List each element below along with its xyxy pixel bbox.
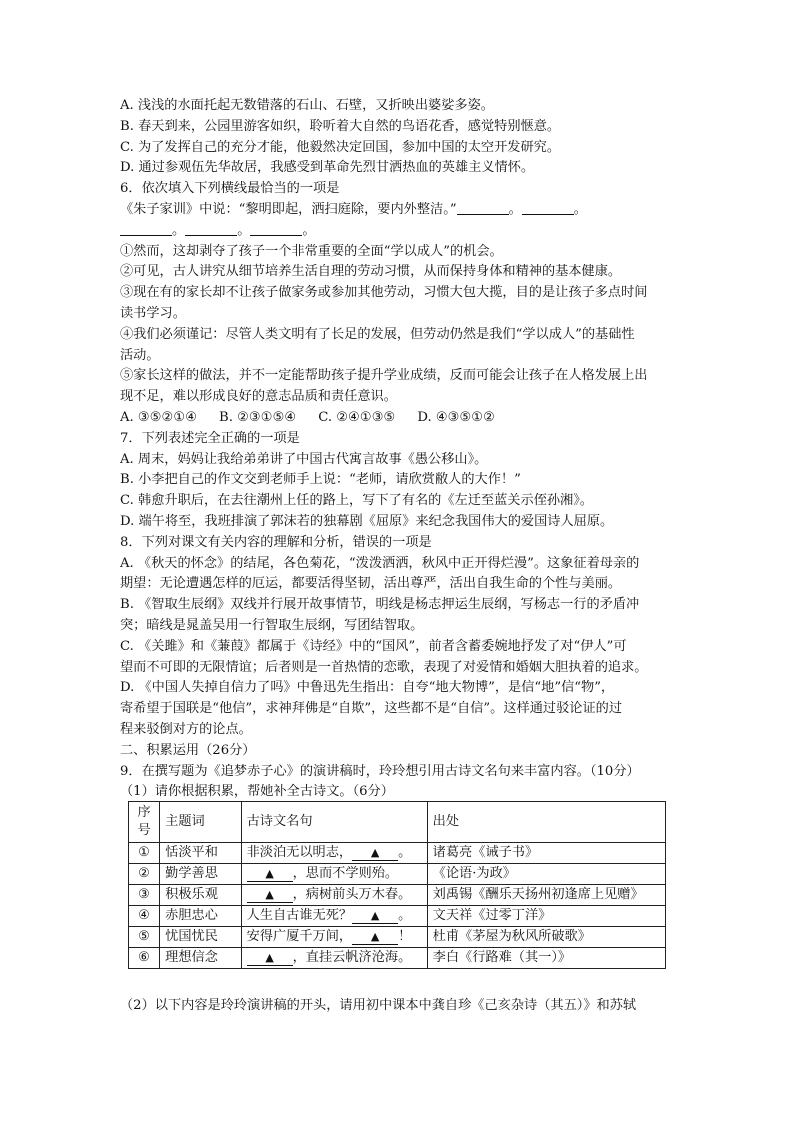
answer-blank bbox=[522, 200, 574, 215]
q6-sentence-2: ②可见，古人讲究从细节培养生活自理的劳动习惯，从而保持身体和精神的基本健康。 bbox=[120, 264, 622, 280]
answer-blank[interactable]: ▲ bbox=[247, 867, 293, 882]
header-cell: 古诗文名句 bbox=[241, 802, 427, 843]
q8-option-b-cont: 突；暗线是晁盖吴用一行智取生辰纲，写团结智取。 bbox=[120, 617, 424, 633]
q6-sentence-5-cont: 现不足，难以形成良好的意志品质和责任意识。 bbox=[120, 389, 397, 405]
header-cell: 主题词 bbox=[160, 802, 241, 843]
row-theme: 恬淡平和 bbox=[160, 843, 241, 864]
q6-sentence-3-cont: 读书学习。 bbox=[120, 305, 186, 321]
q6-sentence-4-cont: 活动。 bbox=[120, 347, 160, 363]
q8-option-c: C. 《关雎》和《蒹葭》都属于《诗经》中的“国风”，前者含蓄委婉地抒发了对“伊人”可 bbox=[120, 638, 627, 654]
q8-option-c-cont: 望而不可即的无限情谊；后者则是一首热情的恋歌，表现了对爱情和婚姻大胆执着的追求。 bbox=[120, 659, 648, 675]
q6-option-b: B. ②③①⑤④ bbox=[219, 409, 297, 425]
row-source: 诸葛亮《诫子书》 bbox=[427, 843, 665, 864]
period: 。 bbox=[302, 222, 316, 238]
q7-option-b: B. 小李把自己的作文交到老师手上说：“老师，请欣赏敝人的大作！” bbox=[120, 472, 521, 488]
row-number: ⑥ bbox=[129, 948, 160, 969]
q9-sub2: （2）以下内容是玲玲演讲稿的开头，请用初中课本中龚自珍《己亥杂诗（其五）》和苏轼 bbox=[120, 998, 637, 1013]
q8-option-d-cont2: 程来驳倒对方的论点。 bbox=[120, 721, 252, 737]
table-row bbox=[129, 927, 666, 948]
row-quote: 安得广厦千万间， ▲ ！ bbox=[241, 927, 427, 948]
answer-blank[interactable]: ▲ bbox=[352, 930, 398, 945]
q6-option-a: A. ③⑤②①④ bbox=[120, 409, 198, 425]
row-number: ④ bbox=[129, 906, 160, 927]
q8-option-d: D. 《中国人失掉自信力了吗》中鲁迅先生指出：自夸“地大物博”，是信“地”信“物”， bbox=[120, 680, 615, 696]
row-theme: 积极乐观 bbox=[160, 885, 241, 906]
q8-option-a-cont: 期望：无论遭遇怎样的厄运，都要活得坚韧，活出尊严，活出自我生命的个性与美丽。 bbox=[120, 576, 622, 592]
table-row bbox=[129, 948, 666, 969]
row-source: 《论语·为政》 bbox=[427, 864, 665, 885]
row-source: 李白《行路难（其一）》 bbox=[427, 948, 665, 969]
q9-stem: 9．在撰写题为《追梦赤子心》的演讲稿时，玲玲想引用古诗文名句来丰富内容。（10分） bbox=[120, 763, 640, 779]
row-source: 刘禹锡《酬乐天扬州初逢席上见赠》 bbox=[427, 885, 665, 906]
q6-sentence-5: ⑤家长这样的做法，并不一定能帮助孩子提升学业成绩，反而可能会让孩子在人格发展上出 bbox=[120, 368, 648, 384]
row-quote: ▲ ，直挂云帆济沧海。 bbox=[241, 948, 427, 969]
period: 。 bbox=[573, 201, 587, 217]
answer-blank bbox=[120, 221, 172, 236]
table-row bbox=[129, 906, 666, 927]
answer-blank[interactable]: ▲ bbox=[352, 909, 398, 924]
q5-option-d: D. 通过参观伍先华故居，我感受到革命先烈甘洒热血的英雄主义情怀。 bbox=[120, 160, 535, 176]
poem-table bbox=[128, 801, 666, 969]
q5-option-c: C. 为了发挥自己的充分才能，他毅然决定回国，参加中国的太空开发研究。 bbox=[120, 139, 561, 155]
table-header-row bbox=[129, 802, 666, 843]
q7-option-a: A. 周末，妈妈让我给弟弟讲了中国古代寓言故事《愚公移山》。 bbox=[120, 451, 488, 467]
row-number: ② bbox=[129, 864, 160, 885]
answer-blank[interactable]: ▲ bbox=[247, 888, 293, 903]
q6-option-d: D. ④③⑤①② bbox=[417, 409, 495, 425]
period: 。 bbox=[237, 222, 251, 238]
q8-option-d-cont: 寄希望于国联是“他信”，求神拜佛是“自欺”，这些都不是“自信”。这样通过驳论证的过 bbox=[120, 701, 623, 717]
q6-intro-line bbox=[120, 200, 680, 221]
row-theme: 勤学善思 bbox=[160, 864, 241, 885]
q6-sentence-4: ④我们必须谨记：尽管人类文明有了长足的发展，但劳动仍然是我们“学以成人”的基础性 bbox=[120, 326, 635, 342]
row-number: ① bbox=[129, 843, 160, 864]
row-source: 杜甫《茅屋为秋风所破歌》 bbox=[427, 927, 665, 948]
row-source: 文天祥《过零丁洋》 bbox=[427, 906, 665, 927]
q6-blank-line bbox=[120, 221, 680, 242]
q8-option-b: B. 《智取生辰纲》双线并行展开故事情节，明线是杨志押运生辰纲，写杨志一行的矛盾冲 bbox=[120, 597, 640, 613]
answer-blank[interactable]: ▲ bbox=[352, 846, 398, 861]
q6-sentence-3: ③现在有的家长却不让孩子做家务或参加其他劳动，习惯大包大揽，目的是让孩子多点时间 bbox=[120, 285, 648, 301]
period: 。 bbox=[508, 201, 522, 217]
q5-option-b: B. 春天到来，公园里游客如织，聆听着大自然的鸟语花香，感觉特别惬意。 bbox=[120, 118, 561, 134]
row-number: ③ bbox=[129, 885, 160, 906]
row-quote: ▲ ，思而不学则殆。 bbox=[241, 864, 427, 885]
row-theme: 忧国忧民 bbox=[160, 927, 241, 948]
answer-blank[interactable]: ▲ bbox=[247, 951, 293, 966]
row-theme: 理想信念 bbox=[160, 948, 241, 969]
table-row bbox=[129, 843, 666, 864]
q6-stem: 6．依次填入下列横线最恰当的一项是 bbox=[120, 181, 340, 197]
q6-options bbox=[120, 408, 680, 429]
q5-option-a: A. 浅浅的水面托起无数错落的石山、石壁，又折映出婆娑多姿。 bbox=[120, 98, 494, 113]
q8-stem: 8．下列对课文有关内容的理解和分析，错误的一项是 bbox=[120, 534, 432, 550]
exam-content bbox=[120, 96, 680, 803]
q6-intro: 《朱子家训》中说：“黎明即起，洒扫庭除，要内外整洁。” bbox=[120, 201, 457, 217]
q7-stem: 7．下列表述完全正确的一项是 bbox=[120, 430, 300, 446]
table-row bbox=[129, 885, 666, 906]
answer-blank bbox=[185, 221, 237, 236]
q9-sub1: （1）请你根据积累，帮她补全古诗文。（6分） bbox=[120, 784, 394, 800]
q7-option-c: C. 韩愈升职后，在去往潮州上任的路上，写下了有名的《左迁至蓝关示侄孙湘》。 bbox=[120, 493, 593, 509]
q8-option-a: A. 《秋天的怀念》的结尾，各色菊花，“泼泼洒洒，秋风中正开得烂漫”。这象征着母亲的 bbox=[120, 555, 640, 571]
row-quote: ▲ ，病树前头万木春。 bbox=[241, 885, 427, 906]
table-row bbox=[129, 864, 666, 885]
section-heading: 二、积累运用（26分） bbox=[120, 742, 256, 758]
row-quote: 非淡泊无以明志， ▲ 。 bbox=[241, 843, 427, 864]
q6-option-c: C. ②④①③⑤ bbox=[318, 409, 396, 425]
q6-sentence-1: ①然而，这却剥夺了孩子一个非常重要的全面“学以成人”的机会。 bbox=[120, 243, 503, 259]
row-quote: 人生自古谁无死？ ▲ 。 bbox=[241, 906, 427, 927]
row-number: ⑤ bbox=[129, 927, 160, 948]
answer-blank bbox=[250, 221, 302, 236]
row-theme: 赤胆忠心 bbox=[160, 906, 241, 927]
period: 。 bbox=[172, 222, 186, 238]
header-cell: 出处 bbox=[427, 802, 665, 843]
header-cell: 序号 bbox=[129, 802, 160, 843]
q7-option-d: D. 端午将至，我班排演了郭沫若的独幕剧《屈原》来纪念我国伟大的爱国诗人屈原。 bbox=[120, 513, 614, 529]
answer-blank bbox=[457, 200, 509, 215]
